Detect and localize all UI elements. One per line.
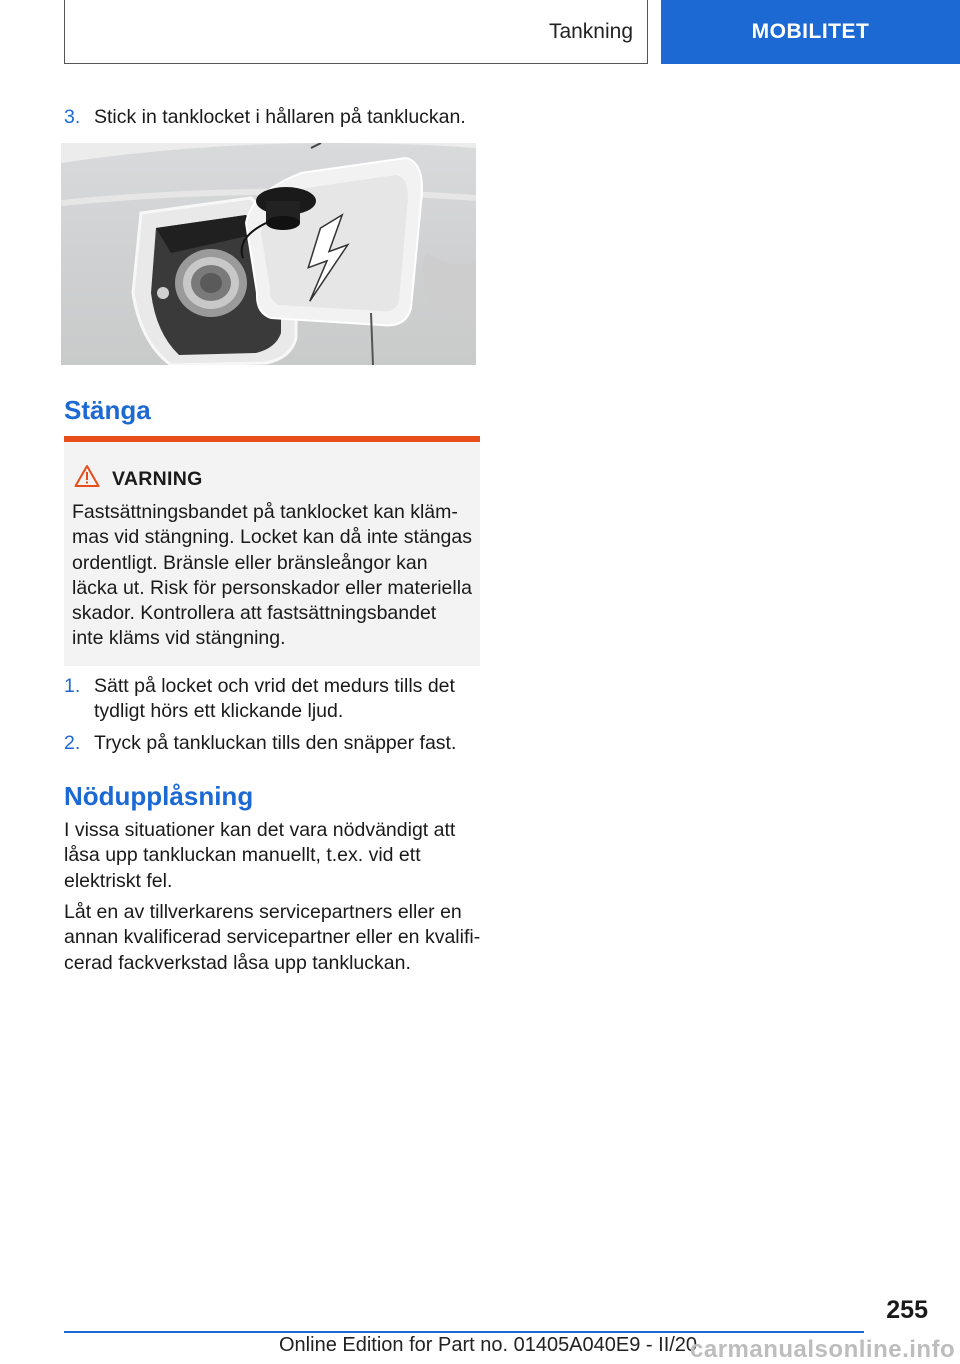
fuel-flap-diagram (61, 143, 476, 365)
emergency-heading: Nödupplåsning (64, 781, 254, 811)
header-section-title: Tankning (548, 19, 633, 43)
header-section (64, 0, 648, 64)
emergency-paragraph-2: Låt en av tillverkarens servicepartners eller en annan kvalificerad servicepartner eller en kvalificerad fackverkstad låsa upp tankluckan. (64, 901, 481, 974)
emergency-paragraph-1: I vissa situationer kan det vara nödvändigt att låsa upp tankluckan manuellt, t.ex. vid ett elektriskt fel. (64, 819, 456, 892)
step-number: 3. (64, 106, 81, 128)
step-text: Tryck på tankluckan tills den snäpper fast. (94, 732, 457, 754)
footer-watermark: carmanualsonline.info (690, 1336, 956, 1363)
header-chapter-title: MOBILITET (751, 20, 870, 43)
step-2 (64, 731, 484, 756)
step-1 (64, 674, 484, 724)
warning-title: VARNING (112, 468, 203, 490)
warning-body: Fastsättningsbandet på tanklocket kan klämmas vid stängning. Locket kan då inte stängas ordentligt. Bränsle eller bränsleångor kan läcka ut. Risk för personskador eller materiella skador. Kontrollera att fastsättningsbandet inte kläms vid stängning. (72, 501, 472, 650)
step-number: 2. (64, 732, 81, 754)
warning-triangle-icon (74, 464, 100, 488)
step-3 (64, 105, 484, 130)
page-number: 255 (886, 1296, 928, 1324)
warning-box (64, 436, 480, 666)
footer-divider (64, 1331, 864, 1333)
header-chapter-tab (661, 0, 960, 64)
step-number: 1. (64, 675, 81, 697)
closing-heading: Stänga (64, 395, 151, 425)
footer-edition: Online Edition for Part no. 01405A040E9 - II/20 (279, 1334, 698, 1356)
step-text: Stick in tanklocket i hållaren på tankluckan. (94, 106, 466, 128)
step-text: Sätt på locket och vrid det medurs tills det tydligt hörs ett klickande ljud. (94, 675, 455, 722)
fuel-filler-illustration (61, 143, 476, 365)
